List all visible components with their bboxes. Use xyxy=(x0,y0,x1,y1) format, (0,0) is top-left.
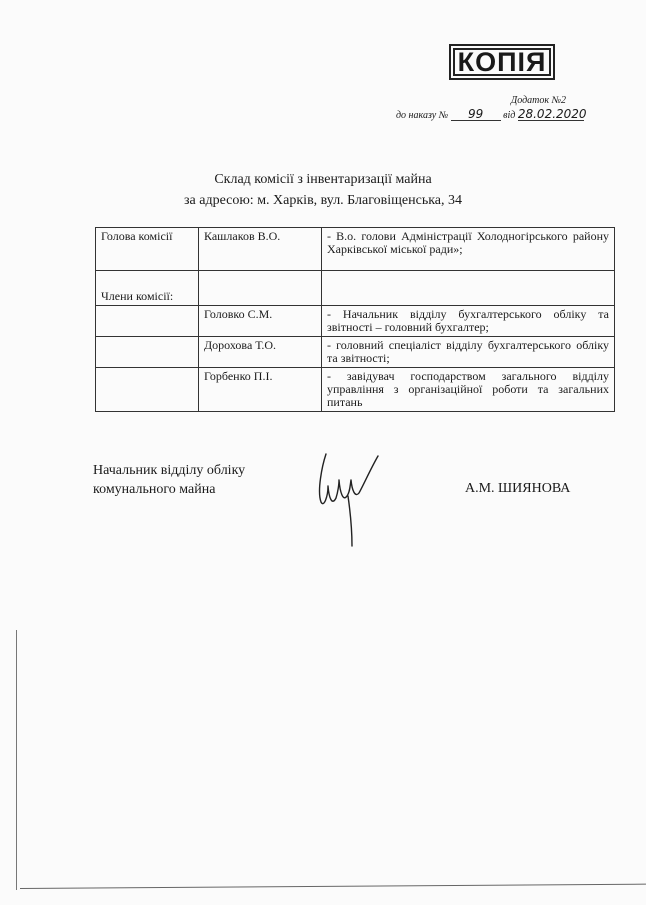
order-reference xyxy=(396,107,587,121)
member-name-cell xyxy=(199,271,322,306)
order-date: 28.02.2020 xyxy=(517,107,587,121)
order-prefix: до наказу № xyxy=(396,110,449,121)
member-position-cell xyxy=(322,271,615,306)
copy-stamp xyxy=(449,44,555,80)
copy-stamp-text: КОПІЯ xyxy=(453,48,551,76)
table-row xyxy=(96,306,615,337)
order-number: 99 xyxy=(451,108,501,121)
member-name-cell: Дорохова Т.О. xyxy=(199,337,322,368)
document-title: Склад комісії з інвентаризації майна xyxy=(214,172,432,187)
member-name-cell: Кашлаков В.О. xyxy=(199,228,322,271)
signatory-title xyxy=(93,461,245,499)
role-cell: Голова комісії xyxy=(96,228,199,271)
appendix-header xyxy=(396,95,602,125)
table-row xyxy=(96,337,615,368)
table-row xyxy=(96,368,615,412)
scan-bottom-line xyxy=(20,884,646,889)
table-row xyxy=(96,271,615,306)
document-subtitle: за адресою: м. Харків, вул. Благовіщенська, 34 xyxy=(183,193,463,208)
member-position-cell: - головний спеціаліст відділу бухгалтерського обліку та звітності; xyxy=(322,337,615,368)
role-cell xyxy=(96,337,199,368)
signatory-title-line1: Начальник відділу обліку xyxy=(93,463,246,478)
member-position-cell: - Начальник відділу бухгалтерського обліку та звітності – головний бухгалтер; xyxy=(322,306,615,337)
table-row xyxy=(96,228,615,271)
signatory-title-line2: комунального майна xyxy=(93,482,216,497)
appendix-title: Додаток №2 xyxy=(510,95,566,106)
role-cell xyxy=(96,306,199,337)
role-cell: Члени комісії: xyxy=(96,271,199,306)
signatory-name: А.М. ШИЯНОВА xyxy=(465,481,571,496)
member-position-cell: - завідувач господарством загального відділу управління з організаційної роботи та загальних питань xyxy=(322,368,615,412)
member-name-cell: Горбенко П.І. xyxy=(199,368,322,412)
member-position-cell: - В.о. голови Адміністрації Холодногірського району Харківської міської ради»; xyxy=(322,228,615,271)
date-prefix: від xyxy=(503,110,516,121)
role-cell xyxy=(96,368,199,412)
member-name-cell: Головко С.М. xyxy=(199,306,322,337)
scan-margin-line xyxy=(16,630,17,890)
handwritten-signature-icon xyxy=(312,446,392,548)
committee-table xyxy=(95,227,615,412)
